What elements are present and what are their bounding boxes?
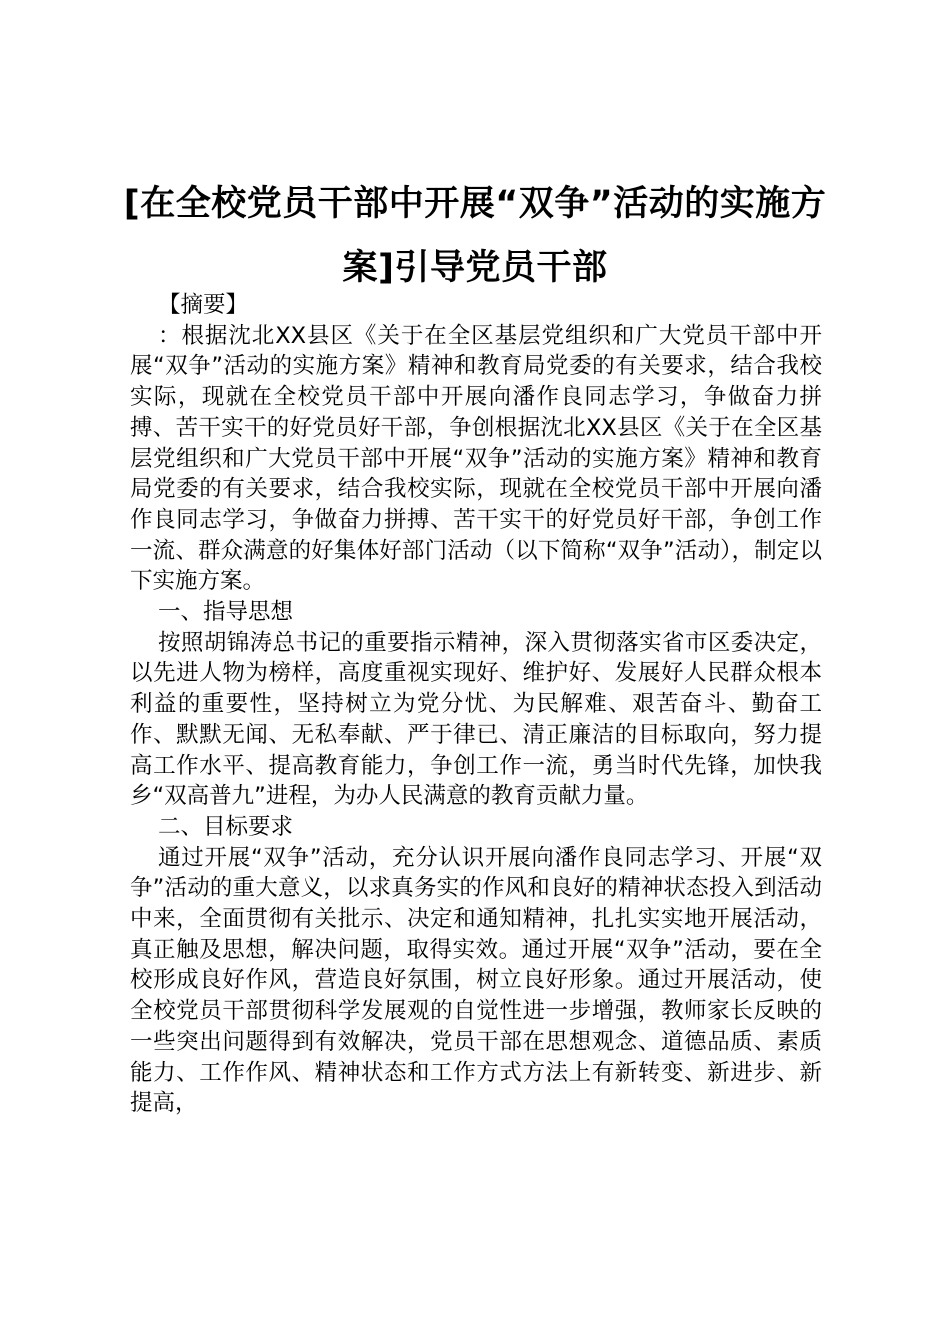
section-text-goals: 通过开展“双争”活动，充分认识开展向潘作良同志学习、开展“双争”活动的重大意义，以求真务实的作风和良好的精神状态投入到活动中来，全面贯彻有关批示、决定和通知精神，扎扎实实地开展活动，真正触及思想，解决问题，取得实效。通过开展“双争”活动，要在全校形成良好作风，营造良好氛围，树立良好形象。通过开展活动，使全校党员干部贯彻科学发展观的自觉性进一步增强，教师家长反映的一些突出问题得到有效解决，党员干部在思想观念、道德品质、素质能力、工作作风、精神状态和工作方式方法上有新转变、新进步、新提高， [130, 844, 822, 1117]
section-heading-guiding-ideology: 一、指导思想 [158, 599, 294, 626]
abstract-label: 【摘要】 [158, 292, 249, 318]
section-heading-goals: 二、目标要求 [158, 813, 294, 840]
document-body [130, 290, 822, 1119]
document-title: [在全校党员干部中开展“双争”活动的实施方案]引导党员干部 [123, 184, 827, 288]
abstract-text: ：根据沈北XX县区《关于在全区基层党组织和广大党员干部中开展“双争”活动的实施方案》精神和教育局党委的有关要求，结合我校实际，现就在全校党员干部中开展向潘作良同志学习，争做奋力拼搏、苦干实干的好党员好干部，争创根据沈北XX县区《关于在全区基层党组织和广大党员干部中开展“双争”活动的实施方案》精神和教育局党委的有关要求，结合我校实际，现就在全校党员干部中开展向潘作良同志学习，争做奋力拼搏、苦干实干的好党员好干部，争创工作一流、群众满意的好集体好部门活动（以下简称“双争”活动），制定以下实施方案。 [130, 322, 822, 595]
section-text-guiding-ideology: 按照胡锦涛总书记的重要指示精神，深入贯彻落实省市区委决定，以先进人物为榜样，高度重视实现好、维护好、发展好人民群众根本利益的重要性，坚持树立为党分忧、为民解难、艰苦奋斗、勤奋工作、默默无闻、无私奉献、严于律已、清正廉洁的目标取向，努力提高工作水平、提高教育能力，争创工作一流，勇当时代先锋，加快我乡“双高普九”进程，为办人民满意的教育贡献力量。 [130, 629, 822, 810]
